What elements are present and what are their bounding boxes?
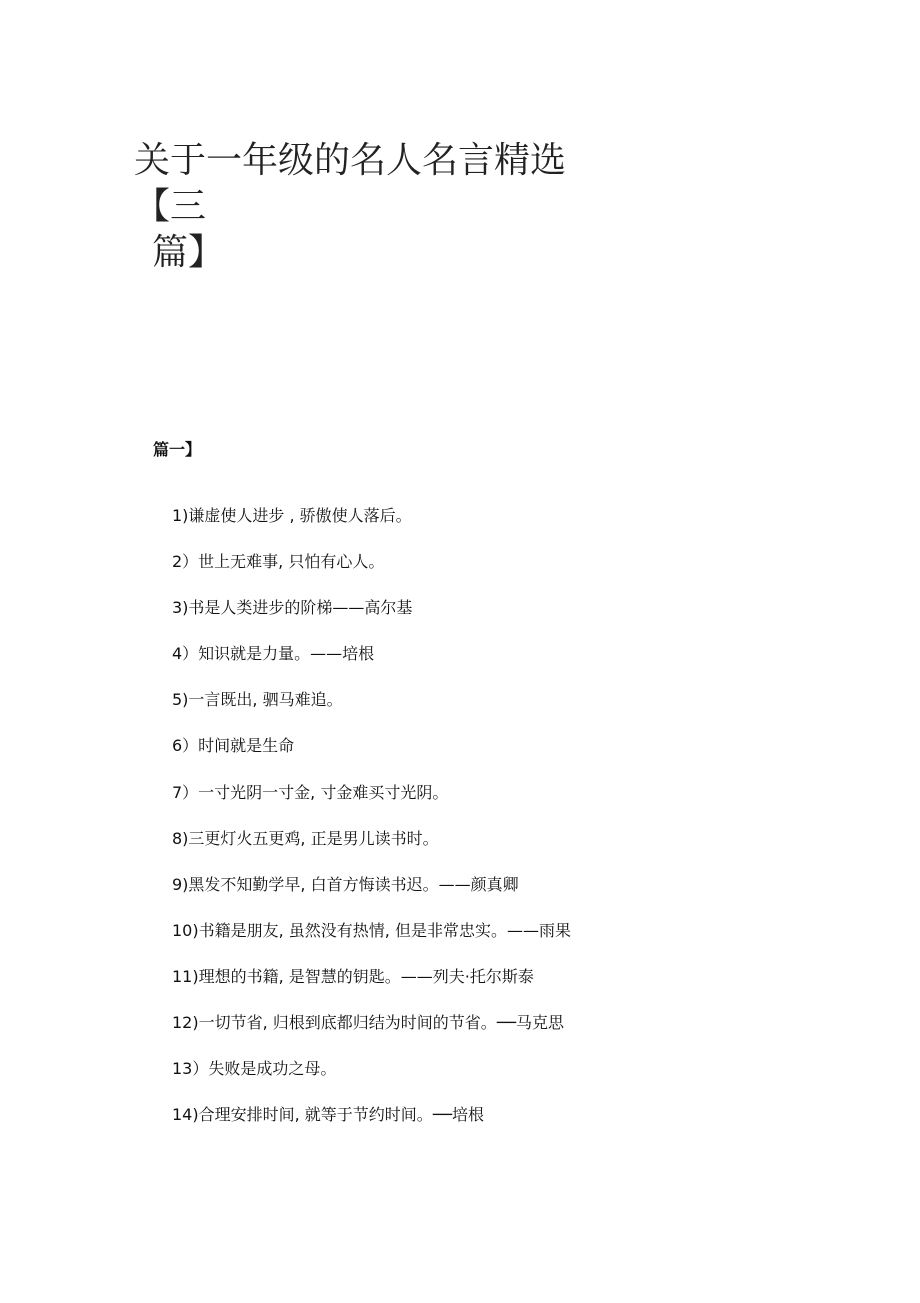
quote-list bbox=[172, 503, 872, 1148]
section-heading: 篇一】 bbox=[153, 440, 202, 459]
quote-item: 4）知识就是力量。——培根 bbox=[172, 644, 375, 664]
quote-item: 10)书籍是朋友, 虽然没有热情, 但是非常忠实。——雨果 bbox=[172, 920, 571, 940]
quote-item: 6）时间就是生命 bbox=[172, 736, 295, 756]
title-line-2: 篇】 bbox=[152, 232, 225, 273]
quote-item: 8)三更灯火五更鸡, 正是男儿读书时。 bbox=[172, 828, 439, 848]
title-line-1: 关于一年级的名人名言精选【三 bbox=[134, 140, 567, 227]
quote-item: 12)一切节省, 归根到底都归结为时间的节省。──马克思 bbox=[172, 1013, 565, 1033]
document-title bbox=[134, 138, 624, 276]
quote-item: 3)书是人类进步的阶梯——高尔基 bbox=[172, 598, 413, 618]
quote-item: 7）一寸光阴一寸金, 寸金难买寸光阴。 bbox=[172, 782, 449, 802]
quote-item: 13）失败是成功之母。 bbox=[172, 1059, 337, 1079]
quote-item: 14)合理安排时间, 就等于节约时间。──培根 bbox=[172, 1105, 485, 1125]
quote-item: 2）世上无难事, 只怕有心人。 bbox=[172, 552, 385, 572]
quote-item: 9)黑发不知勤学早, 白首方悔读书迟。——颜真卿 bbox=[172, 874, 519, 894]
quote-item: 1)谦虚使人进步 , 骄傲使人落后。 bbox=[172, 506, 412, 525]
quote-item: 11)理想的书籍, 是智慧的钥匙。——列夫·托尔斯泰 bbox=[172, 966, 534, 986]
quote-item: 5)一言既出, 驷马难追。 bbox=[172, 690, 343, 710]
